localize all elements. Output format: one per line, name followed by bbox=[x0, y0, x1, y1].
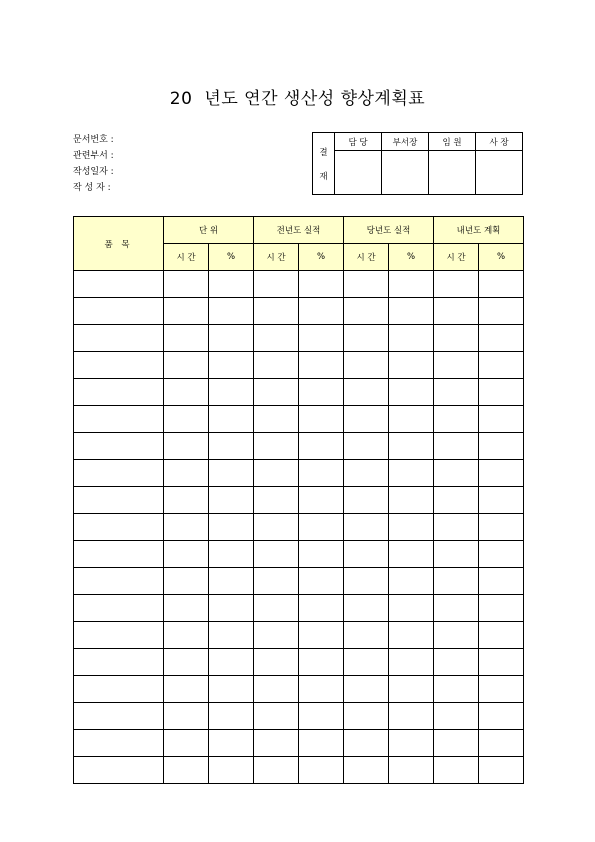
header-unit: 단 위 bbox=[164, 217, 254, 244]
meta-doc-number: 문서번호 : bbox=[73, 135, 114, 145]
value-cell[interactable] bbox=[389, 730, 434, 757]
table-row bbox=[74, 406, 524, 433]
value-cell[interactable] bbox=[254, 676, 299, 703]
value-cell[interactable] bbox=[254, 757, 299, 784]
value-cell[interactable] bbox=[209, 676, 254, 703]
value-cell[interactable] bbox=[344, 622, 389, 649]
value-cell[interactable] bbox=[164, 514, 209, 541]
value-cell[interactable] bbox=[389, 271, 434, 298]
subheader-time: 시 간 bbox=[164, 244, 209, 271]
value-cell[interactable] bbox=[344, 379, 389, 406]
value-cell[interactable] bbox=[209, 460, 254, 487]
value-cell[interactable] bbox=[254, 352, 299, 379]
table-row bbox=[74, 595, 524, 622]
value-cell[interactable] bbox=[344, 541, 389, 568]
value-cell[interactable] bbox=[344, 406, 389, 433]
value-cell[interactable] bbox=[299, 622, 344, 649]
approval-header-president: 사 장 bbox=[476, 133, 523, 151]
subheader-percent: % bbox=[389, 244, 434, 271]
table-row bbox=[74, 352, 524, 379]
value-cell[interactable] bbox=[479, 703, 524, 730]
value-cell[interactable] bbox=[344, 298, 389, 325]
meta-department: 관련부서 : bbox=[73, 151, 114, 161]
table-row bbox=[74, 514, 524, 541]
approval-header-executive: 임 원 bbox=[429, 133, 476, 151]
value-cell[interactable] bbox=[254, 460, 299, 487]
value-cell[interactable] bbox=[479, 271, 524, 298]
value-cell[interactable] bbox=[434, 487, 479, 514]
value-cell[interactable] bbox=[209, 568, 254, 595]
item-cell[interactable] bbox=[74, 595, 164, 622]
value-cell[interactable] bbox=[434, 379, 479, 406]
value-cell[interactable] bbox=[434, 622, 479, 649]
subheader-time: 시 간 bbox=[254, 244, 299, 271]
value-cell[interactable] bbox=[299, 514, 344, 541]
value-cell[interactable] bbox=[479, 460, 524, 487]
productivity-plan-table bbox=[73, 216, 524, 784]
value-cell[interactable] bbox=[479, 514, 524, 541]
value-cell[interactable] bbox=[389, 541, 434, 568]
approval-header-manager: 부서장 bbox=[382, 133, 429, 151]
header-next-year: 내년도 계획 bbox=[434, 217, 524, 244]
value-cell[interactable] bbox=[254, 568, 299, 595]
value-cell[interactable] bbox=[299, 649, 344, 676]
item-cell[interactable] bbox=[74, 487, 164, 514]
value-cell[interactable] bbox=[434, 406, 479, 433]
value-cell[interactable] bbox=[209, 595, 254, 622]
value-cell[interactable] bbox=[389, 487, 434, 514]
table-body bbox=[74, 271, 524, 784]
value-cell[interactable] bbox=[209, 514, 254, 541]
item-cell[interactable] bbox=[74, 514, 164, 541]
table-row bbox=[74, 622, 524, 649]
subheader-percent: % bbox=[479, 244, 524, 271]
value-cell[interactable] bbox=[344, 352, 389, 379]
item-cell[interactable] bbox=[74, 622, 164, 649]
value-cell[interactable] bbox=[389, 514, 434, 541]
value-cell[interactable] bbox=[389, 622, 434, 649]
signature-cell[interactable] bbox=[335, 151, 382, 195]
value-cell[interactable] bbox=[164, 379, 209, 406]
value-cell[interactable] bbox=[479, 325, 524, 352]
table-row bbox=[74, 298, 524, 325]
signature-cell[interactable] bbox=[476, 151, 523, 195]
value-cell[interactable] bbox=[209, 730, 254, 757]
value-cell[interactable] bbox=[389, 649, 434, 676]
item-cell[interactable] bbox=[74, 649, 164, 676]
table-row bbox=[74, 730, 524, 757]
value-cell[interactable] bbox=[299, 568, 344, 595]
value-cell[interactable] bbox=[209, 406, 254, 433]
table-row bbox=[74, 379, 524, 406]
item-cell[interactable] bbox=[74, 352, 164, 379]
value-cell[interactable] bbox=[164, 460, 209, 487]
value-cell[interactable] bbox=[479, 568, 524, 595]
value-cell[interactable] bbox=[389, 406, 434, 433]
table-row bbox=[74, 325, 524, 352]
value-cell[interactable] bbox=[479, 379, 524, 406]
value-cell[interactable] bbox=[479, 676, 524, 703]
meta-author: 작 성 자 : bbox=[73, 183, 111, 193]
value-cell[interactable] bbox=[389, 757, 434, 784]
subheader-percent: % bbox=[209, 244, 254, 271]
item-cell[interactable] bbox=[74, 757, 164, 784]
value-cell[interactable] bbox=[254, 703, 299, 730]
subheader-time: 시 간 bbox=[434, 244, 479, 271]
item-cell[interactable] bbox=[74, 379, 164, 406]
value-cell[interactable] bbox=[164, 676, 209, 703]
value-cell[interactable] bbox=[479, 298, 524, 325]
value-cell[interactable] bbox=[209, 703, 254, 730]
value-cell[interactable] bbox=[254, 541, 299, 568]
value-cell[interactable] bbox=[299, 730, 344, 757]
value-cell[interactable] bbox=[344, 271, 389, 298]
value-cell[interactable] bbox=[209, 487, 254, 514]
header-item: 품 목 bbox=[74, 217, 164, 271]
value-cell[interactable] bbox=[164, 703, 209, 730]
value-cell[interactable] bbox=[299, 541, 344, 568]
value-cell[interactable] bbox=[434, 541, 479, 568]
value-cell[interactable] bbox=[299, 595, 344, 622]
value-cell[interactable] bbox=[209, 271, 254, 298]
value-cell[interactable] bbox=[344, 730, 389, 757]
approval-box bbox=[312, 132, 523, 195]
value-cell[interactable] bbox=[389, 676, 434, 703]
approval-side-label: 결 재 bbox=[313, 133, 335, 195]
value-cell[interactable] bbox=[254, 406, 299, 433]
value-cell[interactable] bbox=[164, 757, 209, 784]
value-cell[interactable] bbox=[434, 568, 479, 595]
title-text: 년도 연간 생산성 향상계획표 bbox=[204, 89, 426, 109]
item-cell[interactable] bbox=[74, 730, 164, 757]
header-this-year: 당년도 실적 bbox=[344, 217, 434, 244]
value-cell[interactable] bbox=[254, 271, 299, 298]
value-cell[interactable] bbox=[209, 541, 254, 568]
value-cell[interactable] bbox=[434, 703, 479, 730]
value-cell[interactable] bbox=[254, 622, 299, 649]
value-cell[interactable] bbox=[434, 595, 479, 622]
value-cell[interactable] bbox=[434, 514, 479, 541]
table-row bbox=[74, 676, 524, 703]
table-row bbox=[74, 271, 524, 298]
table-row bbox=[74, 541, 524, 568]
value-cell[interactable] bbox=[164, 352, 209, 379]
value-cell[interactable] bbox=[299, 271, 344, 298]
value-cell[interactable] bbox=[479, 487, 524, 514]
value-cell[interactable] bbox=[344, 325, 389, 352]
value-cell[interactable] bbox=[164, 541, 209, 568]
value-cell[interactable] bbox=[389, 460, 434, 487]
value-cell[interactable] bbox=[344, 676, 389, 703]
value-cell[interactable] bbox=[164, 433, 209, 460]
document-meta bbox=[73, 132, 114, 196]
value-cell[interactable] bbox=[344, 460, 389, 487]
value-cell[interactable] bbox=[209, 622, 254, 649]
value-cell[interactable] bbox=[389, 595, 434, 622]
value-cell[interactable] bbox=[254, 433, 299, 460]
value-cell[interactable] bbox=[299, 379, 344, 406]
value-cell[interactable] bbox=[254, 379, 299, 406]
title-year-prefix: 20 bbox=[169, 89, 193, 109]
value-cell[interactable] bbox=[299, 325, 344, 352]
value-cell[interactable] bbox=[344, 649, 389, 676]
item-cell[interactable] bbox=[74, 568, 164, 595]
value-cell[interactable] bbox=[479, 622, 524, 649]
value-cell[interactable] bbox=[299, 460, 344, 487]
value-cell[interactable] bbox=[164, 325, 209, 352]
value-cell[interactable] bbox=[479, 406, 524, 433]
value-cell[interactable] bbox=[389, 568, 434, 595]
value-cell[interactable] bbox=[434, 676, 479, 703]
value-cell[interactable] bbox=[254, 595, 299, 622]
value-cell[interactable] bbox=[479, 730, 524, 757]
value-cell[interactable] bbox=[299, 433, 344, 460]
value-cell[interactable] bbox=[434, 649, 479, 676]
value-cell[interactable] bbox=[479, 595, 524, 622]
value-cell[interactable] bbox=[299, 757, 344, 784]
value-cell[interactable] bbox=[389, 379, 434, 406]
value-cell[interactable] bbox=[434, 757, 479, 784]
value-cell[interactable] bbox=[389, 298, 434, 325]
value-cell[interactable] bbox=[344, 568, 389, 595]
value-cell[interactable] bbox=[434, 325, 479, 352]
item-cell[interactable] bbox=[74, 541, 164, 568]
value-cell[interactable] bbox=[164, 622, 209, 649]
value-cell[interactable] bbox=[164, 568, 209, 595]
value-cell[interactable] bbox=[254, 514, 299, 541]
value-cell[interactable] bbox=[254, 298, 299, 325]
table-row bbox=[74, 757, 524, 784]
item-cell[interactable] bbox=[74, 298, 164, 325]
value-cell[interactable] bbox=[254, 649, 299, 676]
value-cell[interactable] bbox=[209, 649, 254, 676]
value-cell[interactable] bbox=[299, 487, 344, 514]
value-cell[interactable] bbox=[344, 703, 389, 730]
value-cell[interactable] bbox=[434, 460, 479, 487]
value-cell[interactable] bbox=[164, 487, 209, 514]
table-row bbox=[74, 649, 524, 676]
value-cell[interactable] bbox=[164, 298, 209, 325]
value-cell[interactable] bbox=[389, 352, 434, 379]
value-cell[interactable] bbox=[389, 433, 434, 460]
value-cell[interactable] bbox=[254, 730, 299, 757]
value-cell[interactable] bbox=[344, 757, 389, 784]
item-cell[interactable] bbox=[74, 460, 164, 487]
table-row bbox=[74, 460, 524, 487]
value-cell[interactable] bbox=[254, 487, 299, 514]
value-cell[interactable] bbox=[164, 406, 209, 433]
value-cell[interactable] bbox=[344, 487, 389, 514]
value-cell[interactable] bbox=[479, 541, 524, 568]
item-cell[interactable] bbox=[74, 406, 164, 433]
value-cell[interactable] bbox=[164, 271, 209, 298]
value-cell[interactable] bbox=[164, 595, 209, 622]
meta-date: 작성일자 : bbox=[73, 167, 114, 177]
value-cell[interactable] bbox=[209, 379, 254, 406]
value-cell[interactable] bbox=[434, 271, 479, 298]
value-cell[interactable] bbox=[479, 649, 524, 676]
value-cell[interactable] bbox=[434, 298, 479, 325]
table-row bbox=[74, 433, 524, 460]
value-cell[interactable] bbox=[389, 325, 434, 352]
item-cell[interactable] bbox=[74, 703, 164, 730]
value-cell[interactable] bbox=[479, 433, 524, 460]
signature-cell[interactable] bbox=[382, 151, 429, 195]
value-cell[interactable] bbox=[299, 406, 344, 433]
value-cell[interactable] bbox=[434, 433, 479, 460]
value-cell[interactable] bbox=[479, 352, 524, 379]
subheader-percent: % bbox=[299, 244, 344, 271]
value-cell[interactable] bbox=[254, 325, 299, 352]
value-cell[interactable] bbox=[209, 757, 254, 784]
value-cell[interactable] bbox=[344, 433, 389, 460]
approval-header-staff: 담 당 bbox=[335, 133, 382, 151]
value-cell[interactable] bbox=[434, 352, 479, 379]
value-cell[interactable] bbox=[164, 649, 209, 676]
value-cell[interactable] bbox=[209, 352, 254, 379]
value-cell[interactable] bbox=[164, 730, 209, 757]
value-cell[interactable] bbox=[299, 352, 344, 379]
header-last-year: 전년도 실적 bbox=[254, 217, 344, 244]
item-cell[interactable] bbox=[74, 271, 164, 298]
value-cell[interactable] bbox=[209, 433, 254, 460]
value-cell[interactable] bbox=[344, 595, 389, 622]
table-row bbox=[74, 703, 524, 730]
table-row bbox=[74, 568, 524, 595]
table-row bbox=[74, 487, 524, 514]
value-cell[interactable] bbox=[479, 757, 524, 784]
value-cell[interactable] bbox=[209, 298, 254, 325]
value-cell[interactable] bbox=[299, 703, 344, 730]
value-cell[interactable] bbox=[434, 730, 479, 757]
page-title bbox=[0, 84, 595, 109]
value-cell[interactable] bbox=[299, 298, 344, 325]
value-cell[interactable] bbox=[209, 325, 254, 352]
value-cell[interactable] bbox=[299, 676, 344, 703]
item-cell[interactable] bbox=[74, 433, 164, 460]
subheader-time: 시 간 bbox=[344, 244, 389, 271]
item-cell[interactable] bbox=[74, 676, 164, 703]
value-cell[interactable] bbox=[389, 703, 434, 730]
signature-cell[interactable] bbox=[429, 151, 476, 195]
value-cell[interactable] bbox=[344, 514, 389, 541]
item-cell[interactable] bbox=[74, 325, 164, 352]
